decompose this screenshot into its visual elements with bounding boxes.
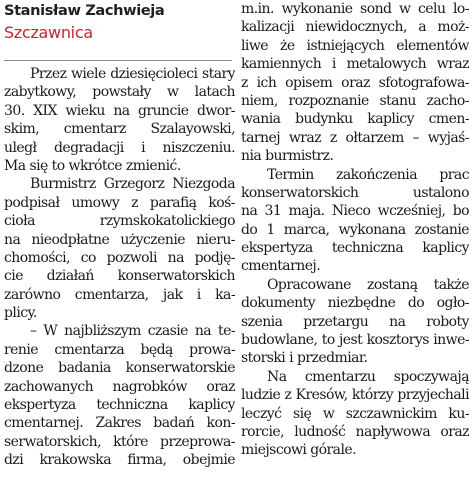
location-name: Szczawnica xyxy=(4,23,93,42)
article-column-left xyxy=(4,0,235,469)
text-line: rorcie, ludność napływowa oraz xyxy=(241,423,469,440)
author-name: Stanisław Zachwieja xyxy=(4,2,165,19)
text-line: na nieodpłatne użyczenie nieru- xyxy=(4,231,235,248)
text-line: nia burmistrz. xyxy=(241,148,334,165)
text-line: cioła rzymskokatolickiego xyxy=(4,213,235,230)
text-line: leczyć się w szczawnickim ku- xyxy=(241,405,469,422)
text-line: do 1 marca, wykonana zostanie xyxy=(241,221,469,238)
text-line: storski i przedmiar. xyxy=(241,350,368,367)
text-line: plicy. xyxy=(4,305,37,322)
text-line: Na cmentarzu spoczywają xyxy=(267,368,469,385)
text-line: serwatorskich, które przeprowa- xyxy=(4,433,235,450)
text-line: kalizacji niewidocznych, a moż- xyxy=(241,19,469,36)
text-line: wania budynku kaplicy cmen- xyxy=(241,111,469,128)
text-line: skim, cmentarz Szalayowski, xyxy=(4,121,235,138)
byline xyxy=(4,0,232,61)
text-line: – W najbliższym czasie na te- xyxy=(30,323,235,340)
text-line: Ma się to wkrótce zmienić. xyxy=(4,157,181,174)
text-line: zabytkowy, powstały w latach xyxy=(4,84,235,101)
text-line: ekspertyza techniczna kaplicy xyxy=(4,397,235,414)
text-line: budowlane, to jest kosztorys inwe- xyxy=(241,332,469,349)
text-line: 30. XIX wieku na gruncie dwor- xyxy=(4,102,235,119)
text-line: z ich opisem oraz sfotografowa- xyxy=(241,74,469,91)
text-line: tarnej wraz z ołtarzem – wyjaś- xyxy=(241,129,469,146)
text-line: zarówno cmentarza, jak i ka- xyxy=(4,286,235,303)
text-line: Opracowane zostaną także xyxy=(267,276,469,293)
text-line: szenia przetargu na roboty xyxy=(241,313,469,330)
text-line: m.in. wykonanie sond w celu lo- xyxy=(241,1,469,17)
text-line: Przez wiele dziesięcioleci stary xyxy=(30,66,235,82)
text-line: na 31 maja. Nieco wcześniej, bo xyxy=(241,203,469,220)
text-line: ludzie z Kresów, którzy przyjechali xyxy=(241,387,469,404)
text-line: dokumenty niezbędne do ogło- xyxy=(241,295,469,312)
text-line: chomości, co pozwoli na podję- xyxy=(4,249,235,266)
text-line: miejscowi górale. xyxy=(241,442,357,459)
text-line: konserwatorskich ustalono xyxy=(241,184,469,201)
text-line: podpisał umowy z parafią koś- xyxy=(4,194,235,211)
right-column-text xyxy=(241,0,469,460)
text-line: kamiennych i metalowych wraz xyxy=(241,56,469,73)
text-line: Burmistrz Grzegorz Niezgoda xyxy=(30,176,235,193)
text-line: ekspertyza techniczna kaplicy xyxy=(241,240,469,257)
text-line: liwe że istniejących elementów xyxy=(241,37,469,54)
text-line: dzone badania konserwatorskie xyxy=(4,360,235,377)
text-line: cmentarnej. xyxy=(241,258,321,275)
text-line: zachowanych nagrobków oraz xyxy=(4,378,235,395)
text-line: cmentarnej. Zakres badań kon- xyxy=(4,415,235,432)
left-column-text xyxy=(4,65,235,470)
text-line: uległ degradacji i niszczeniu. xyxy=(4,139,235,156)
text-line: renie cmentarza będą prowa- xyxy=(4,341,235,358)
text-line: Termin zakończenia prac xyxy=(267,166,469,183)
text-line: cie działań konserwatorskich xyxy=(4,268,235,285)
text-line: dzi krakowska firma, obejmie xyxy=(4,452,235,469)
text-line: niem, rozpoznanie stanu zacho- xyxy=(241,92,469,109)
